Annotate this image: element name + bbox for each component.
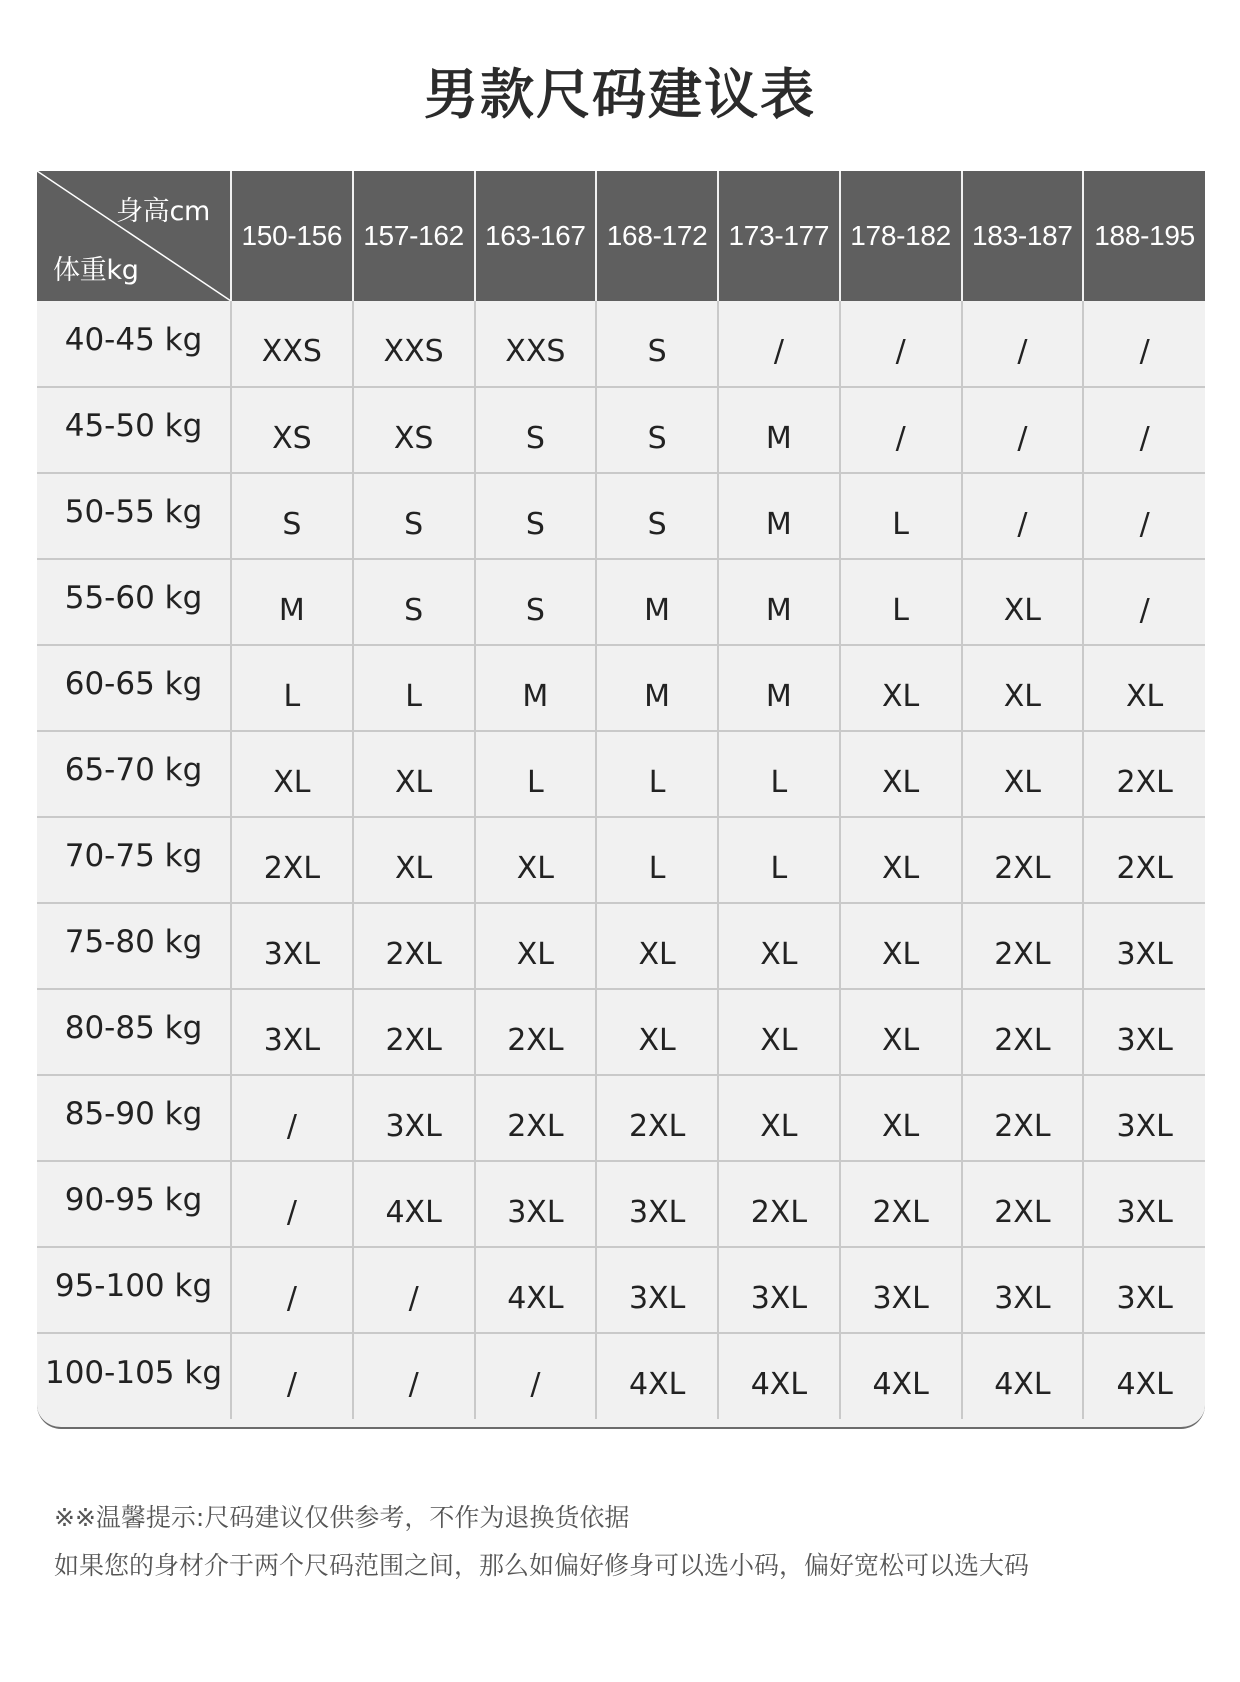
weight-range-cell: 45-50 kg: [37, 387, 231, 473]
weight-range-cell: 50-55 kg: [37, 473, 231, 559]
size-cell: L: [353, 645, 475, 731]
size-cell: 3XL: [1083, 989, 1205, 1075]
size-cell: L: [718, 731, 840, 817]
size-cell: 2XL: [353, 989, 475, 1075]
size-cell: 2XL: [353, 903, 475, 989]
size-cell: 2XL: [962, 817, 1084, 903]
size-cell: /: [475, 1333, 597, 1419]
size-cell: 4XL: [475, 1247, 597, 1333]
header-row: [37, 171, 1205, 301]
table-row: [37, 559, 1205, 645]
weight-range-cell: 80-85 kg: [37, 989, 231, 1075]
height-header: 178-182: [840, 171, 962, 301]
size-cell: XL: [596, 989, 718, 1075]
size-cell: 4XL: [962, 1333, 1084, 1419]
size-cell: /: [1083, 387, 1205, 473]
weight-range-cell: 75-80 kg: [37, 903, 231, 989]
size-cell: XL: [840, 1075, 962, 1161]
size-cell: /: [353, 1333, 475, 1419]
size-cell: 3XL: [596, 1247, 718, 1333]
size-cell: XXS: [475, 301, 597, 387]
size-cell: M: [718, 387, 840, 473]
weight-range-cell: 40-45 kg: [37, 301, 231, 387]
height-header: 173-177: [718, 171, 840, 301]
size-cell: /: [840, 387, 962, 473]
size-cell: /: [1083, 559, 1205, 645]
height-header: 157-162: [353, 171, 475, 301]
size-cell: 2XL: [475, 989, 597, 1075]
size-cell: XS: [353, 387, 475, 473]
size-cell: XL: [962, 645, 1084, 731]
size-cell: S: [475, 473, 597, 559]
weight-range-cell: 65-70 kg: [37, 731, 231, 817]
size-cell: /: [231, 1161, 353, 1247]
size-cell: XL: [353, 731, 475, 817]
size-cell: M: [596, 559, 718, 645]
size-cell: 4XL: [840, 1333, 962, 1419]
size-cell: 3XL: [1083, 1075, 1205, 1161]
size-cell: L: [718, 817, 840, 903]
size-cell: L: [475, 731, 597, 817]
size-cell: S: [596, 387, 718, 473]
size-cell: S: [596, 473, 718, 559]
page-title: 男款尺码建议表: [424, 63, 816, 126]
height-header: 150-156: [231, 171, 353, 301]
size-cell: XL: [840, 989, 962, 1075]
size-cell: 2XL: [962, 989, 1084, 1075]
height-header: 188-195: [1083, 171, 1205, 301]
weight-range-cell: 100-105 kg: [37, 1333, 231, 1419]
size-cell: M: [596, 645, 718, 731]
size-cell: XL: [718, 989, 840, 1075]
size-cell: 2XL: [1083, 817, 1205, 903]
size-cell: S: [353, 559, 475, 645]
size-cell: /: [231, 1247, 353, 1333]
tip-note: ※※温馨提示:尺码建议仅供参考，不作为退换货依据: [54, 1503, 630, 1532]
size-cell: L: [840, 559, 962, 645]
size-cell: S: [475, 387, 597, 473]
size-cell: M: [475, 645, 597, 731]
table-row: [37, 301, 1205, 387]
table-row: [37, 645, 1205, 731]
size-cell: 2XL: [718, 1161, 840, 1247]
size-cell: XXS: [231, 301, 353, 387]
size-cell: 3XL: [1083, 903, 1205, 989]
size-cell: S: [475, 559, 597, 645]
table-row: [37, 1161, 1205, 1247]
table-row: [37, 1333, 1205, 1419]
height-axis-label: 身高cm: [116, 196, 210, 227]
size-cell: XL: [475, 903, 597, 989]
size-cell: XL: [962, 731, 1084, 817]
table-row: [37, 1075, 1205, 1161]
size-cell: 3XL: [596, 1161, 718, 1247]
size-cell: S: [231, 473, 353, 559]
table-row: [37, 387, 1205, 473]
size-cell: XL: [1083, 645, 1205, 731]
size-cell: /: [231, 1075, 353, 1161]
weight-range-cell: 95-100 kg: [37, 1247, 231, 1333]
size-table: [37, 171, 1205, 1419]
size-cell: 4XL: [1116, 1367, 1173, 1402]
table-row: [37, 1247, 1205, 1333]
size-cell: L: [840, 473, 962, 559]
size-cell: XL: [840, 817, 962, 903]
size-cell: 3XL: [718, 1247, 840, 1333]
size-cell: /: [962, 387, 1084, 473]
size-cell: /: [1083, 301, 1205, 387]
size-cell: /: [962, 301, 1084, 387]
size-cell: S: [353, 473, 475, 559]
size-cell: 4XL: [718, 1333, 840, 1419]
size-cell: M: [231, 559, 353, 645]
size-cell: 2XL: [840, 1161, 962, 1247]
size-cell: 3XL: [840, 1247, 962, 1333]
size-cell: 3XL: [1083, 1247, 1205, 1333]
table-row: [37, 903, 1205, 989]
size-cell: 2XL: [475, 1075, 597, 1161]
size-cell: XL: [596, 903, 718, 989]
size-cell: XL: [962, 559, 1084, 645]
size-cell: 2XL: [962, 903, 1084, 989]
size-cell: L: [231, 645, 353, 731]
size-cell: 3XL: [475, 1161, 597, 1247]
size-cell: L: [596, 731, 718, 817]
size-cell: M: [718, 645, 840, 731]
weight-range-cell: 85-90 kg: [37, 1075, 231, 1161]
size-cell: XL: [353, 817, 475, 903]
size-cell: /: [353, 1247, 475, 1333]
size-cell: XL: [840, 731, 962, 817]
size-cell: XL: [475, 817, 597, 903]
size-cell: 2XL: [1083, 731, 1205, 817]
table-body: [37, 301, 1205, 1419]
weight-range-cell: 55-60 kg: [37, 559, 231, 645]
size-cell: M: [718, 473, 840, 559]
weight-range-cell: 60-65 kg: [37, 645, 231, 731]
weight-axis-label: 体重kg: [53, 255, 139, 286]
size-cell: /: [718, 301, 840, 387]
weight-range-cell: 90-95 kg: [37, 1161, 231, 1247]
size-cell: XS: [231, 387, 353, 473]
table-row: [37, 473, 1205, 559]
size-cell: 3XL: [231, 989, 353, 1075]
size-cell: /: [1083, 473, 1205, 559]
height-header: 163-167: [475, 171, 597, 301]
fit-advice-note: 如果您的身材介于两个尺码范围之间，那么如偏好修身可以选小码，偏好宽松可以选大码: [54, 1551, 1030, 1580]
table-row: [37, 817, 1205, 903]
size-cell: S: [596, 301, 718, 387]
size-cell: 3XL: [1083, 1161, 1205, 1247]
size-cell: 3XL: [962, 1247, 1084, 1333]
size-cell: 4XL: [353, 1161, 475, 1247]
size-cell: XL: [718, 903, 840, 989]
table-row: [37, 989, 1205, 1075]
weight-range-cell: 70-75 kg: [37, 817, 231, 903]
size-cell: XL: [231, 731, 353, 817]
size-chart: [37, 171, 1205, 1429]
size-cell: 2XL: [962, 1075, 1084, 1161]
size-cell: 3XL: [231, 903, 353, 989]
size-cell: /: [840, 301, 962, 387]
height-header: 183-187: [962, 171, 1084, 301]
height-header: 168-172: [596, 171, 718, 301]
size-cell: 3XL: [353, 1075, 475, 1161]
table-row: [37, 731, 1205, 817]
size-cell: L: [596, 817, 718, 903]
size-cell: XL: [718, 1075, 840, 1161]
size-cell: 4XL: [596, 1333, 718, 1419]
size-cell: XL: [840, 903, 962, 989]
size-cell: M: [718, 559, 840, 645]
size-cell: 2XL: [962, 1161, 1084, 1247]
corner-header-cell: [37, 171, 231, 301]
size-cell: 2XL: [231, 817, 353, 903]
size-cell: XL: [840, 645, 962, 731]
size-cell: XXS: [353, 301, 475, 387]
size-cell: /: [962, 473, 1084, 559]
size-cell: /: [231, 1333, 353, 1419]
size-cell: 2XL: [596, 1075, 718, 1161]
